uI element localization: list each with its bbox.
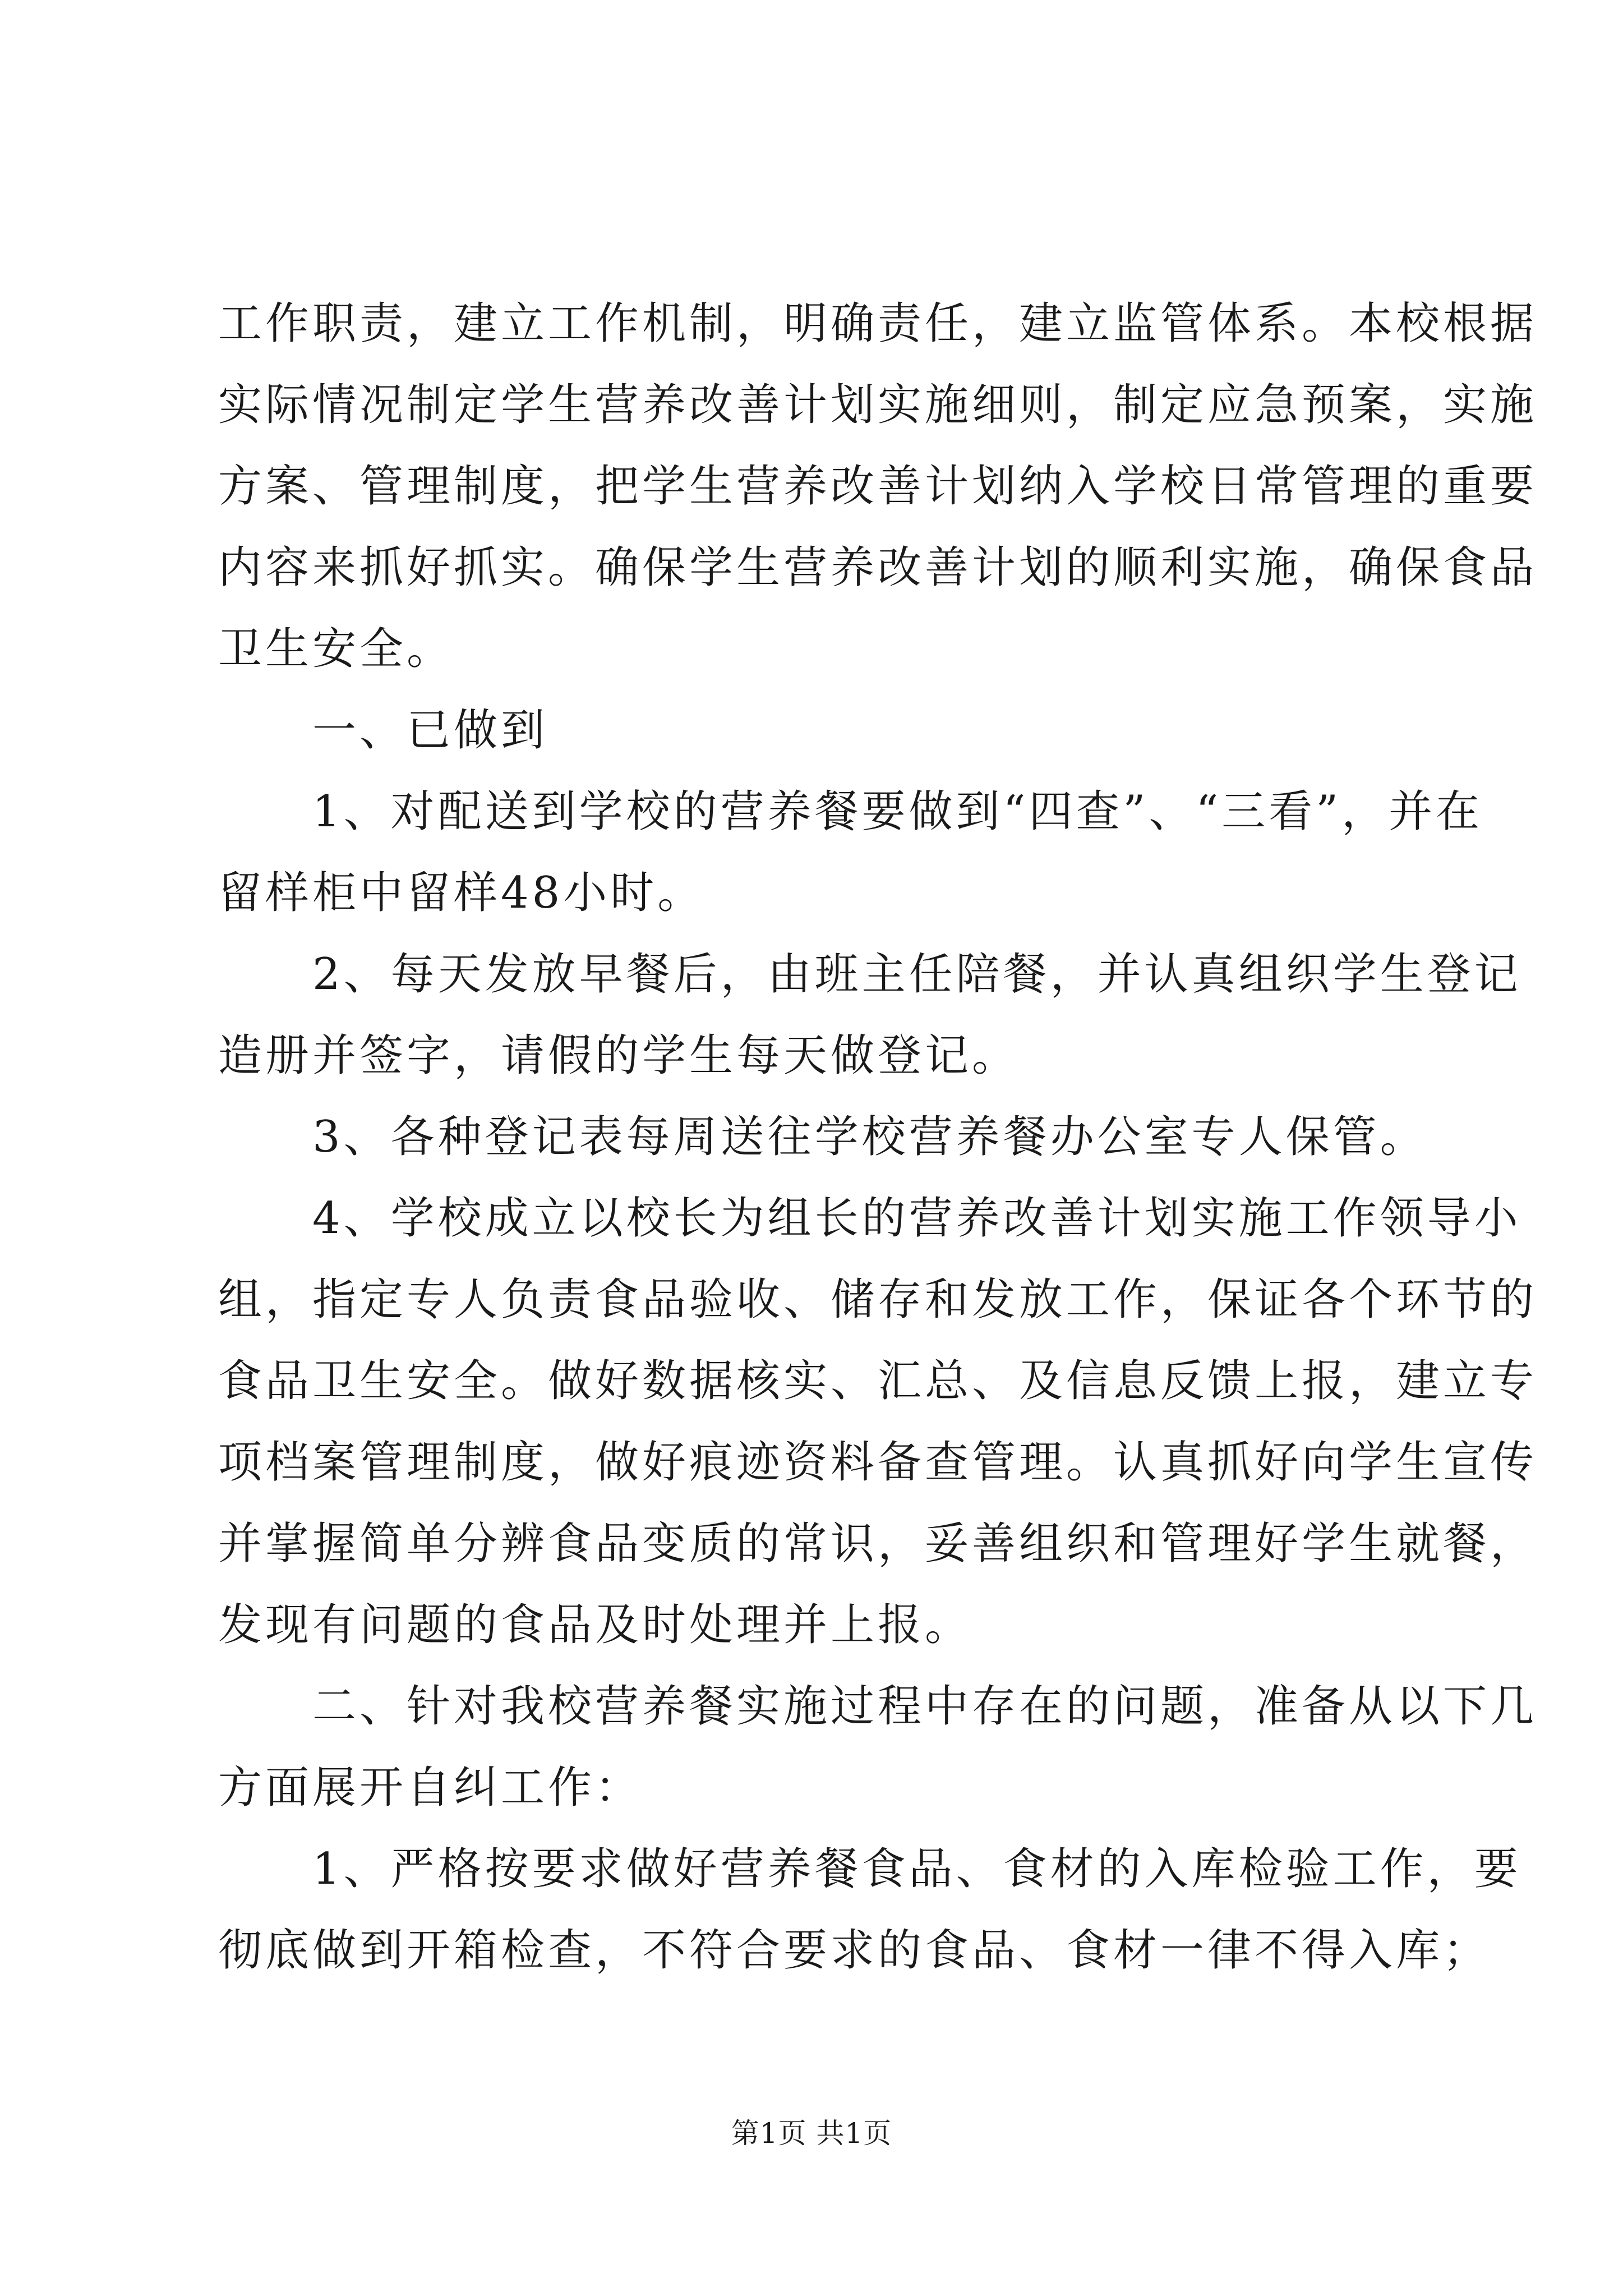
body-line: 造册并签字，请假的学生每天做登记。 [218, 1030, 1020, 1081]
body-line: 实际情况制定学生营养改善计划实施细则，制定应急预案，实施 [218, 380, 1538, 430]
body-line: 1、严格按要求做好营养餐食品、食材的入库检验工作，要 [312, 1844, 1521, 1894]
body-line: 食品卫生安全。做好数据核实、汇总、及信息反馈上报，建立专 [218, 1356, 1538, 1406]
body-line: 发现有问题的食品及时处理并上报。 [218, 1600, 972, 1650]
body-line: 4、学校成立以校长为组长的营养改善计划实施工作领导小 [312, 1193, 1521, 1244]
body-line: 工作职责，建立工作机制，明确责任，建立监管体系。本校根据 [218, 298, 1538, 349]
body-line: 1、对配送到学校的营养餐要做到“四查”、“三看”，并在 [312, 786, 1483, 837]
body-line: 彻底做到开箱检查，不符合要求的食品、食材一律不得入库； [218, 1925, 1491, 1976]
body-line: 内容来抓好抓实。确保学生营养改善计划的顺利实施，确保食品 [218, 542, 1538, 593]
body-line: 组，指定专人负责食品验收、储存和发放工作，保证各个环节的 [218, 1274, 1538, 1325]
body-line: 卫生安全。 [218, 624, 454, 674]
section-heading: 二、针对我校营养餐实施过程中存在的问题，准备从以下几 [312, 1681, 1538, 1732]
page-footer: 第1页 共1页 [731, 2117, 892, 2150]
body-line: 项档案管理制度，做好痕迹资料备查管理。认真抓好向学生宣传 [218, 1437, 1538, 1488]
body-line: 方面展开自纠工作： [218, 1763, 643, 1813]
body-line: 留样柜中留样48小时。 [218, 868, 705, 918]
body-line: 并掌握简单分辨食品变质的常识，妥善组织和管理好学生就餐， [218, 1519, 1538, 1569]
body-line: 方案、管理制度，把学生营养改善计划纳入学校日常管理的重要 [218, 461, 1538, 512]
document-body [218, 283, 1538, 1991]
section-heading: 一、已做到 [312, 705, 548, 756]
body-line: 2、每天发放早餐后，由班主任陪餐，并认真组织学生登记 [312, 949, 1521, 1000]
body-line: 3、各种登记表每周送往学校营养餐办公室专人保管。 [312, 1112, 1427, 1162]
